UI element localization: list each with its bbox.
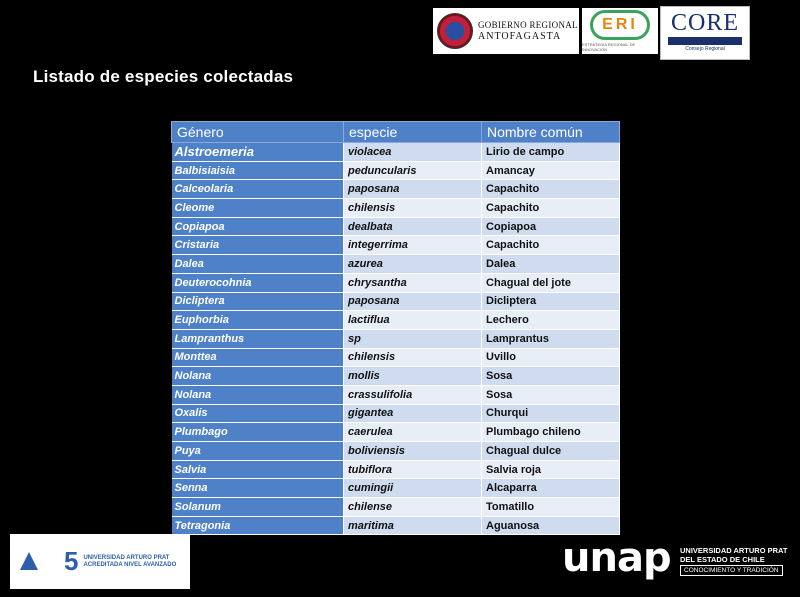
common-name-cell: Copiapoa [482, 217, 620, 236]
common-name-cell: Chagual del jote [482, 273, 620, 292]
table-row [172, 404, 620, 423]
common-name-cell: Lamprantus [482, 329, 620, 348]
species-cell: lactiflua [344, 311, 482, 330]
genus-cell: Senna [172, 479, 344, 498]
table-row [172, 348, 620, 367]
common-name-cell: Lechero [482, 311, 620, 330]
genus-cell: Salvia [172, 460, 344, 479]
species-cell: tubiflora [344, 460, 482, 479]
common-name-cell: Lirio de campo [482, 143, 620, 162]
common-name-cell: Dicliptera [482, 292, 620, 311]
unap-logo-word: unap [562, 535, 671, 581]
genus-cell: Dalea [172, 255, 344, 274]
table-row [172, 199, 620, 218]
common-name-cell: Dalea [482, 255, 620, 274]
table-row [172, 161, 620, 180]
table-row [172, 329, 620, 348]
uap-line2: ACREDITADA NIVEL AVANZADO [83, 561, 177, 568]
gobierno-line1: GOBIERNO REGIONAL [478, 20, 578, 30]
unap-line2: DEL ESTADO DE CHILE [680, 555, 765, 564]
common-name-cell: Uvillo [482, 348, 620, 367]
core-bar [668, 37, 742, 45]
table-row [172, 516, 620, 535]
table-row [172, 217, 620, 236]
genus-cell: Dicliptera [172, 292, 344, 311]
table-row [172, 180, 620, 199]
core-sub: Consejo Regional [685, 46, 725, 52]
species-cell: crassulifolia [344, 385, 482, 404]
table-row [172, 292, 620, 311]
species-cell: peduncularis [344, 161, 482, 180]
species-cell: paposana [344, 180, 482, 199]
header-especie: especie [344, 122, 482, 143]
table-row [172, 460, 620, 479]
table-row [172, 442, 620, 461]
genus-cell: Monttea [172, 348, 344, 367]
gobierno-line2: ANTOFAGASTA [478, 31, 562, 42]
eri-mark: ERI [590, 10, 650, 40]
genus-cell: Calceolaria [172, 180, 344, 199]
species-cell: violacea [344, 143, 482, 162]
table-row [172, 143, 620, 162]
table-row [172, 311, 620, 330]
species-cell: azurea [344, 255, 482, 274]
table-row [172, 423, 620, 442]
genus-cell: Puya [172, 442, 344, 461]
species-cell: gigantea [344, 404, 482, 423]
gobierno-seal-icon [437, 13, 473, 49]
genus-cell: Plumbago [172, 423, 344, 442]
table-header-row [172, 122, 620, 143]
common-name-cell: Capachito [482, 180, 620, 199]
genus-cell: Balbisiaisia [172, 161, 344, 180]
table-row [172, 498, 620, 517]
species-cell: chrysantha [344, 273, 482, 292]
common-name-cell: Capachito [482, 199, 620, 218]
species-cell: paposana [344, 292, 482, 311]
genus-cell: Cleome [172, 199, 344, 218]
table-row [172, 236, 620, 255]
core-logo [660, 6, 750, 60]
common-name-cell: Tomatillo [482, 498, 620, 517]
unap-line3: CONOCIMIENTO Y TRADICIÓN [680, 565, 783, 576]
species-cell: cumingii [344, 479, 482, 498]
common-name-cell: Sosa [482, 367, 620, 386]
genus-cell: Cristaria [172, 236, 344, 255]
eri-logo [582, 8, 658, 54]
species-cell: chilensis [344, 348, 482, 367]
species-cell: dealbata [344, 217, 482, 236]
common-name-cell: Salvia roja [482, 460, 620, 479]
genus-cell: Nolana [172, 385, 344, 404]
common-name-cell: Sosa [482, 385, 620, 404]
common-name-cell: Churqui [482, 404, 620, 423]
core-word: CORE [670, 10, 739, 36]
species-cell: sp [344, 329, 482, 348]
header-nombre-comun: Nombre común [482, 122, 620, 143]
genus-cell: Tetragonia [172, 516, 344, 535]
unap-logo-text [680, 546, 788, 576]
common-name-cell: Capachito [482, 236, 620, 255]
common-name-cell: Aguanosa [482, 516, 620, 535]
genus-cell: Alstroemeria [172, 143, 344, 162]
common-name-cell: Amancay [482, 161, 620, 180]
genus-cell: Euphorbia [172, 311, 344, 330]
table-row [172, 273, 620, 292]
table-row [172, 479, 620, 498]
gobierno-regional-logo [433, 8, 579, 54]
eri-subtitle: ESTRATEGIA REGIONAL DE INNOVACION [582, 42, 636, 52]
genus-cell: Oxalis [172, 404, 344, 423]
species-cell: caerulea [344, 423, 482, 442]
species-cell: chilense [344, 498, 482, 517]
uap-five: 5 [64, 546, 79, 576]
genus-cell: Nolana [172, 367, 344, 386]
genus-cell: Deuterocohnia [172, 273, 344, 292]
species-cell: mollis [344, 367, 482, 386]
table-row [172, 367, 620, 386]
uap-acreditacion-logo [10, 534, 190, 589]
unap-line1: UNIVERSIDAD ARTURO PRAT [680, 546, 788, 555]
species-table [171, 121, 620, 535]
genus-cell: Lampranthus [172, 329, 344, 348]
species-cell: integerrima [344, 236, 482, 255]
genus-cell: Solanum [172, 498, 344, 517]
common-name-cell: Chagual dulce [482, 442, 620, 461]
acreditacion-icon [18, 548, 40, 576]
uap-line1: UNIVERSIDAD ARTURO PRAT [83, 554, 170, 561]
header-genero: Género [172, 122, 344, 143]
genus-cell: Copiapoa [172, 217, 344, 236]
common-name-cell: Alcaparra [482, 479, 620, 498]
slide-title: Listado de especies colectadas [33, 67, 294, 86]
table-row [172, 255, 620, 274]
species-cell: boliviensis [344, 442, 482, 461]
table-row [172, 385, 620, 404]
common-name-cell: Plumbago chileno [482, 423, 620, 442]
species-cell: chilensis [344, 199, 482, 218]
species-cell: maritima [344, 516, 482, 535]
